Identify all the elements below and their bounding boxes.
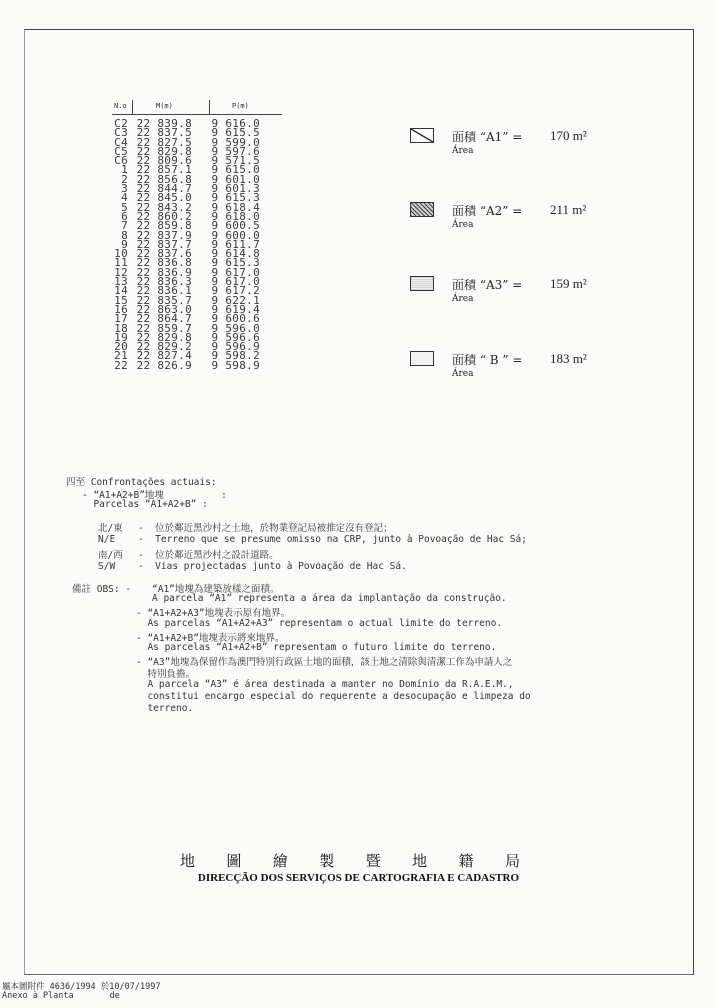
confrontacao-text: - 位於鄰近黑沙村之土地，於物業登記局被推定沒有登記； xyxy=(138,523,393,534)
coord-p: 9 597.6 xyxy=(211,144,260,158)
obs-line: 特別負擔。 xyxy=(136,669,195,681)
obs-line: A parcela “A3” é área destinada a manter no Domínio da R.A.E.M., xyxy=(136,678,514,690)
coordinate-table xyxy=(108,119,260,370)
coord-p: 9 617.0 xyxy=(211,275,260,289)
legend-area-value: 159 m² xyxy=(550,276,587,291)
obs-line: As parcelas “A1+A2+A3” representam o actual limite do terreno. xyxy=(136,617,503,629)
point-number: C2 xyxy=(114,117,128,130)
coord-m: 22 837.6 xyxy=(136,247,192,261)
point-number: 7 xyxy=(121,219,128,233)
point-number: 22 xyxy=(114,358,128,372)
coord-m: 22 836.3 xyxy=(136,275,192,289)
coord-p: 9 614.8 xyxy=(211,247,260,261)
legend-label-pt: Área xyxy=(452,220,474,230)
coord-m: 22 837.9 xyxy=(136,228,192,242)
obs-line: “A1”地塊為建築放樣之面積。 xyxy=(152,584,280,595)
legend-swatch xyxy=(410,351,434,366)
legend-label-pt: Área xyxy=(452,294,474,304)
point-number: 13 xyxy=(114,275,128,289)
confrontacao-direction: 北/東 xyxy=(98,523,123,534)
header-no: N.o xyxy=(114,102,127,110)
coord-m: 22 843.2 xyxy=(136,200,192,214)
obs-line: constitui encargo especial do requerente a desocupação e limpeza do xyxy=(136,690,531,702)
coord-m: 22 827.4 xyxy=(136,349,192,363)
coord-m: 22 836.9 xyxy=(136,265,192,279)
obs-line: - “A3”地塊為保留作為澳門特別行政區土地的面積，該土地之清除與清潔工作為申請人之 xyxy=(136,657,513,669)
point-number: C3 xyxy=(114,126,128,140)
agency-name-zh xyxy=(180,850,520,871)
coord-m: 22 859.8 xyxy=(136,219,192,233)
legend-label-zh: 面積 “A3” = xyxy=(452,278,523,292)
confrontacao-direction: S/W xyxy=(98,560,116,572)
coord-p: 9 611.7 xyxy=(211,237,260,251)
coord-p: 9 601.0 xyxy=(211,172,260,186)
coord-m: 22 857.1 xyxy=(136,163,192,177)
coord-p: 9 571.5 xyxy=(211,154,260,168)
point-number: 6 xyxy=(121,209,128,223)
coord-m: 22 835.7 xyxy=(136,293,192,307)
coord-m: 22 856.8 xyxy=(136,172,192,186)
coord-p: 9 598.2 xyxy=(211,349,260,363)
coord-p: 9 596.6 xyxy=(211,330,260,344)
coord-p: 9 617.2 xyxy=(211,284,260,298)
obs-label: 備註 OBS: - xyxy=(72,584,132,595)
header-p: P(m) xyxy=(232,102,249,110)
coord-m: 22 837.5 xyxy=(136,126,192,140)
agency-char: 暨 xyxy=(365,852,381,870)
point-number: 11 xyxy=(114,256,128,270)
point-number: 2 xyxy=(121,172,128,186)
coord-p: 9 600.0 xyxy=(211,228,260,242)
coord-m: 22 836.8 xyxy=(136,256,192,270)
point-number: 18 xyxy=(114,321,128,335)
agency-char: 籍 xyxy=(458,852,474,870)
legend-label-pt: Área xyxy=(452,369,474,379)
point-number: 3 xyxy=(121,182,128,196)
point-number: 8 xyxy=(121,228,128,242)
point-number: 15 xyxy=(114,293,128,307)
point-number: C6 xyxy=(114,154,128,168)
coord-m: 22 829.2 xyxy=(136,340,192,354)
coord-p: 9 616.0 xyxy=(211,117,260,130)
point-number: 17 xyxy=(114,312,128,326)
point-number: 16 xyxy=(114,302,128,316)
confrontacao-text: - Vias projectadas junto à Povoação de Hac Sá. xyxy=(138,560,407,572)
coord-p: 9 596.9 xyxy=(211,340,260,354)
coord-p: 9 615.3 xyxy=(211,256,260,270)
coord-p: 9 615.0 xyxy=(211,163,260,177)
coord-p: 9 600.6 xyxy=(211,312,260,326)
point-number: C4 xyxy=(114,135,128,149)
confrontacao-direction: 南/西 xyxy=(98,550,123,561)
coord-m: 22 829.8 xyxy=(136,144,192,158)
confrontacoes-subject-pt: Parcelas “A1+A2+B” : xyxy=(82,499,208,510)
point-number: 1 xyxy=(121,163,128,177)
legend-area-value: 211 m² xyxy=(550,202,587,217)
point-number: 12 xyxy=(114,265,128,279)
agency-char: 地 xyxy=(180,852,196,870)
point-number: 10 xyxy=(114,247,128,261)
coord-p: 9 622.1 xyxy=(211,293,260,307)
point-number: 21 xyxy=(114,349,128,363)
legend-swatch xyxy=(410,276,434,291)
legend-area-value: 183 m² xyxy=(550,351,587,366)
point-number: 20 xyxy=(114,340,128,354)
point-number: 14 xyxy=(114,284,128,298)
point-number: 9 xyxy=(121,237,128,251)
obs-line: - “A1+A2+B”地塊表示將來地界。 xyxy=(136,632,285,644)
obs-line: terreno. xyxy=(136,703,194,714)
legend-label-pt: Área xyxy=(452,146,474,156)
coord-p: 9 601.3 xyxy=(211,182,260,196)
coord-p: 9 617.0 xyxy=(211,265,260,279)
agency-name-pt: DIRECÇÃO DOS SERVIÇOS DE CARTOGRAFIA E CADASTRO xyxy=(197,872,520,884)
agency-char: 地 xyxy=(412,852,428,870)
annex-line-1: 屬本圖附件 4636/1994 於10/07/1997 xyxy=(2,982,161,992)
point-number: 19 xyxy=(114,330,128,344)
coord-p: 9 619.4 xyxy=(211,302,260,316)
obs-line: - “A1+A2+A3”地塊表示原有地界。 xyxy=(136,608,291,620)
coord-m: 22 829.8 xyxy=(136,330,192,344)
coord-m: 22 844.7 xyxy=(136,182,192,196)
legend-area-value: 170 m² xyxy=(550,128,587,143)
point-number: 5 xyxy=(121,200,128,214)
coord-m: 22 827.5 xyxy=(136,135,192,149)
point-number: C5 xyxy=(114,144,128,158)
legend-label-zh: 面積 “A1” = xyxy=(452,130,523,144)
confrontacao-direction: N/E xyxy=(98,533,116,545)
obs-line: As parcelas “A1+A2+B” representam o futuro limite do terreno. xyxy=(136,642,497,653)
coord-p: 9 615.3 xyxy=(211,191,260,205)
coord-p: 9 600.5 xyxy=(211,219,260,233)
coord-m: 22 839.8 xyxy=(136,117,192,130)
coord-m: 22 859.7 xyxy=(136,321,192,335)
confrontacoes-subject-zh: - “A1+A2+B”地塊 : xyxy=(82,490,227,501)
legend-label-zh: 面積 “A2” = xyxy=(452,204,523,218)
agency-char: 圖 xyxy=(226,852,242,870)
coord-p: 9 618.0 xyxy=(211,209,260,223)
coord-row xyxy=(108,358,260,372)
coord-p: 9 598.9 xyxy=(211,358,260,372)
coord-m: 22 836.1 xyxy=(136,284,192,298)
coord-m: 22 864.7 xyxy=(136,312,192,326)
legend-label-zh: 面積 “ B ” = xyxy=(452,353,523,367)
coord-m: 22 826.9 xyxy=(136,358,192,372)
point-number: 4 xyxy=(121,191,128,205)
agency-char: 局 xyxy=(504,852,520,870)
confrontacao-text: - 位於鄰近黑沙村之設計道路。 xyxy=(138,550,279,561)
coord-p: 9 618.4 xyxy=(211,200,260,214)
coord-p: 9 596.0 xyxy=(211,321,260,335)
coord-p: 9 599.0 xyxy=(211,135,260,149)
coord-m: 22 837.7 xyxy=(136,237,192,251)
agency-char: 製 xyxy=(319,852,335,870)
confrontacoes-heading: 四至 Confrontações actuais: xyxy=(66,477,217,488)
coord-p: 9 615.5 xyxy=(211,126,260,140)
header-m: M(m) xyxy=(156,102,173,110)
coordinate-table-header xyxy=(112,100,282,115)
legend-swatch xyxy=(410,202,434,217)
legend-swatch xyxy=(410,128,434,143)
coord-m: 22 845.0 xyxy=(136,191,192,205)
obs-line: A parcela “A1” representa a área da implantação da construção. xyxy=(152,593,507,605)
coord-m: 22 809.6 xyxy=(136,154,192,168)
coord-m: 22 860.2 xyxy=(136,209,192,223)
coord-m: 22 863.0 xyxy=(136,302,192,316)
agency-char: 繪 xyxy=(272,852,288,870)
annex-line-2: Anexo à Planta de xyxy=(2,991,120,1001)
confrontacao-text: - Terreno que se presume omisso na CRP, junto à Povoação de Hac Sá; xyxy=(138,533,527,545)
